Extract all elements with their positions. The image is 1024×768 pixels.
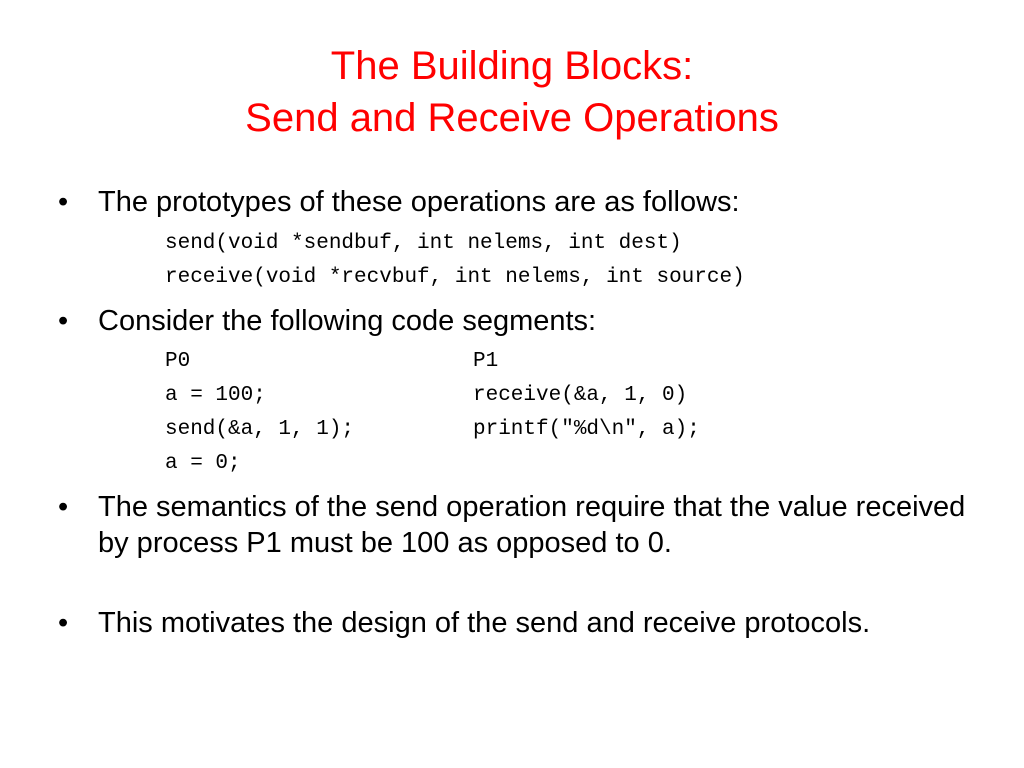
code-p0-line: P0 — [165, 350, 191, 373]
code-p1-line: P1 — [473, 350, 499, 373]
code-p0-line: send(&a, 1, 1); — [165, 418, 355, 441]
code-p0-line: a = 0; — [165, 452, 241, 475]
slide-title — [0, 40, 1024, 144]
bullet-dot: • — [58, 607, 69, 639]
bullet-dot: • — [58, 305, 69, 337]
code-p1-line: printf("%d\n", a); — [473, 418, 700, 441]
slide-title-line-2: Send and Receive Operations — [245, 96, 779, 140]
code-p1-line: receive(&a, 1, 0) — [473, 384, 688, 407]
slide-title-line-1: The Building Blocks: — [330, 44, 694, 88]
prototype-send: send(void *sendbuf, int nelems, int dest) — [165, 232, 682, 255]
prototype-receive: receive(void *recvbuf, int nelems, int source) — [165, 266, 745, 289]
bullet-text: This motivates the design of the send and receive protocols. — [98, 607, 871, 639]
bullet-dot: • — [58, 491, 69, 523]
bullet-text: The prototypes of these operations are as follows: — [98, 186, 740, 218]
bullet-dot: • — [58, 186, 69, 218]
bullet-text: The semantics of the send operation require that the value received by process P1 must be 100 as opposed to 0. — [98, 491, 966, 559]
code-p0-line: a = 100; — [165, 384, 266, 407]
bullet-text: Consider the following code segments: — [98, 305, 597, 337]
